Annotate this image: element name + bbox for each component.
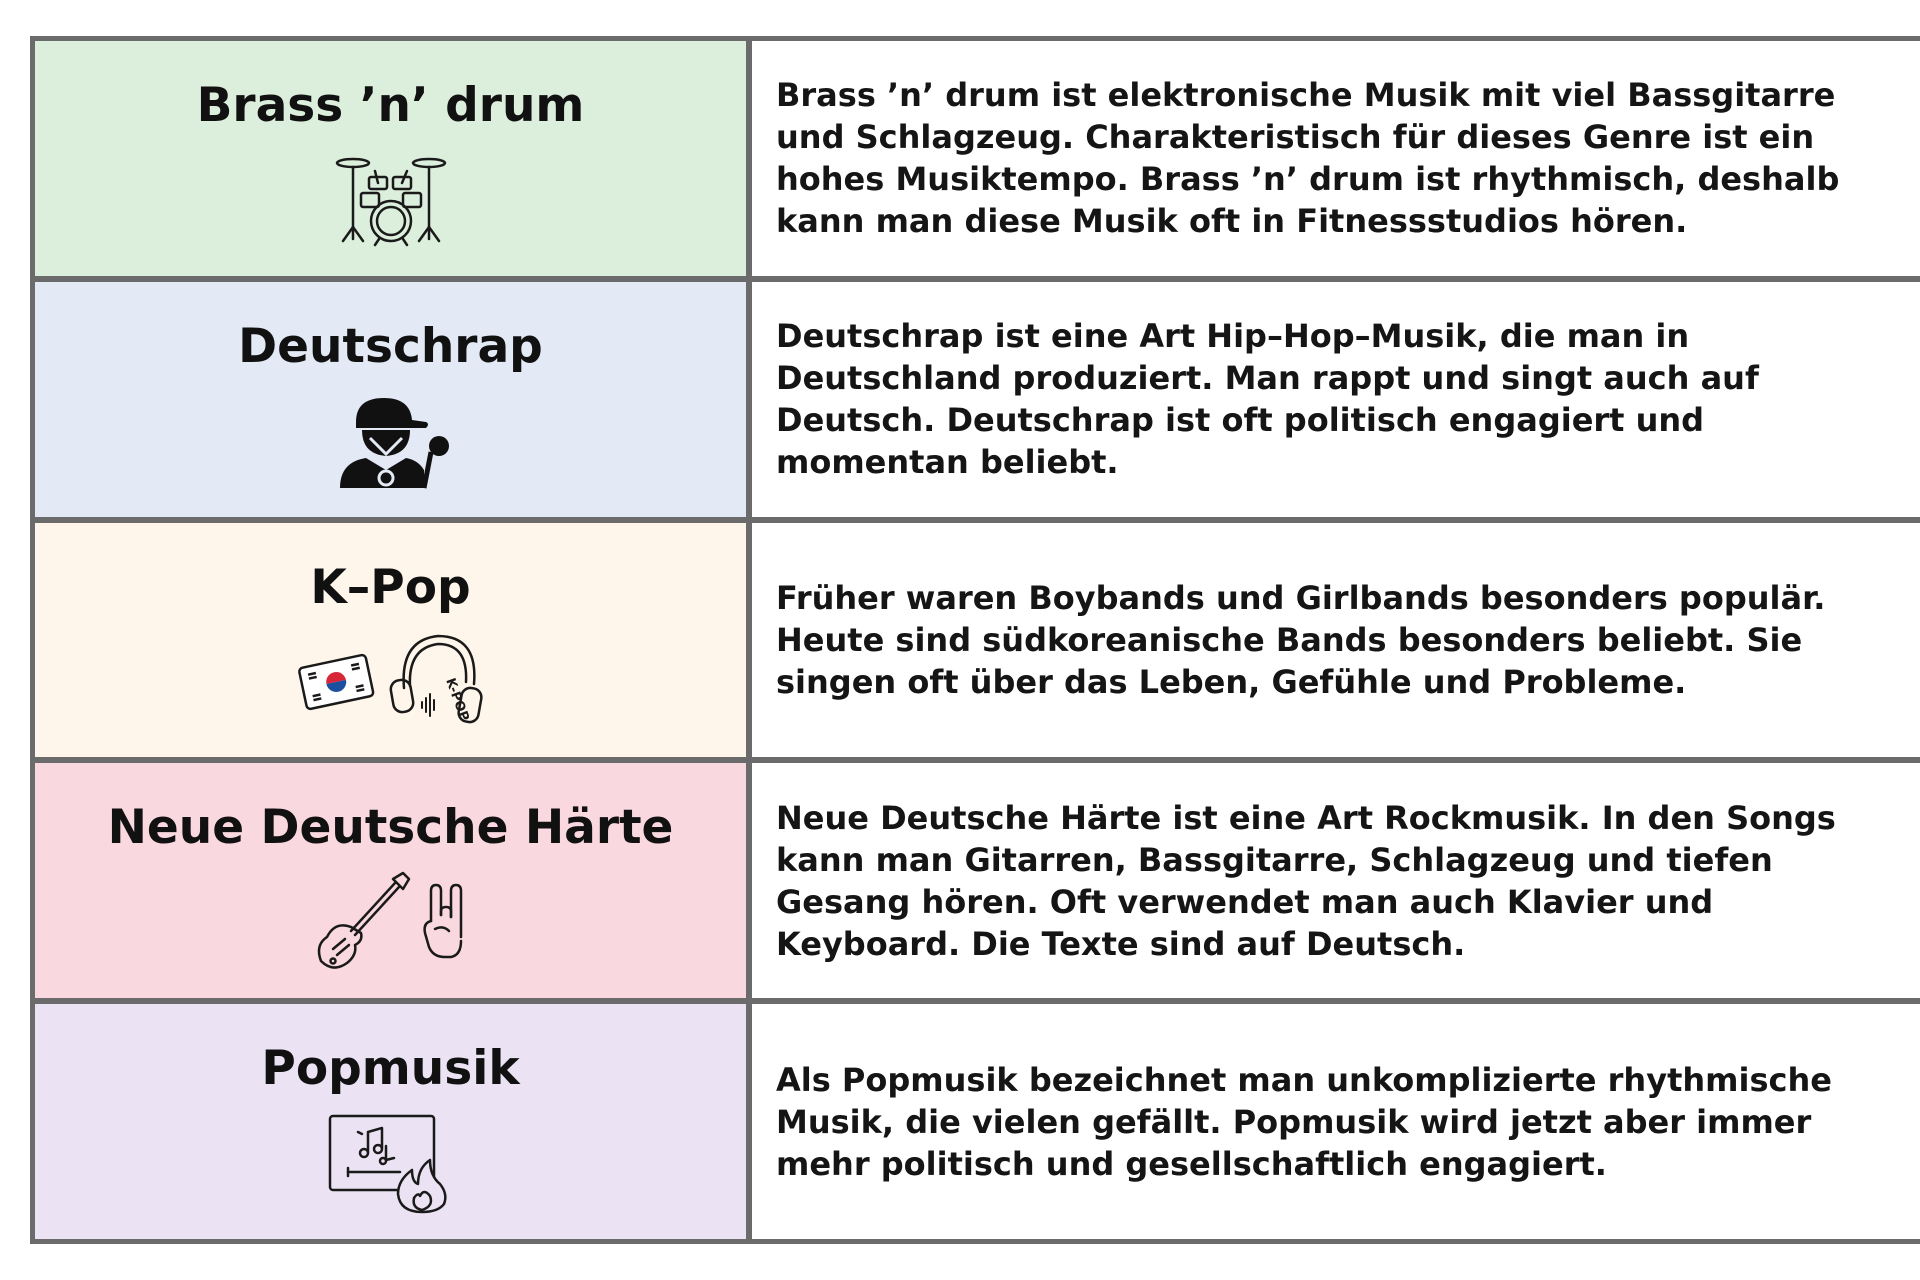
genre-description: Brass ’n’ drum ist elektronische Musik mit viel Bassgitarre und Schlagzeug. Charakteristisch für dieses Genre ist ein hohes Musiktempo. Brass ’n’ drum ist rhythmisch, deshalb kann man diese Musik oft in Fitnessstudios hören. xyxy=(776,76,1840,241)
genre-table xyxy=(30,36,1920,1244)
genre-title: K–Pop xyxy=(310,559,471,615)
genre-cell-popmusik xyxy=(35,1004,746,1239)
genre-description: Als Popmusik bezeichnet man unkomplizierte rhythmische Musik, die vielen gefällt. Popmusik wird jetzt aber immer mehr politisch und gesellschaftlich engagiert. xyxy=(776,1060,1832,1183)
electric-guitar-icon xyxy=(311,869,411,974)
genre-cell-deutschrap xyxy=(35,282,746,517)
description-cell-k-pop xyxy=(752,523,1920,758)
genre-cell-neue-deutsche-haerte xyxy=(35,763,746,998)
description-cell-popmusik xyxy=(752,1004,1920,1239)
headphones-label: K-POP xyxy=(441,676,472,724)
korea-flag-icon xyxy=(296,651,376,711)
genre-cell-brass-n-drum xyxy=(35,41,746,276)
description-cell-brass-n-drum xyxy=(752,41,1920,276)
rapper-microphone-icon xyxy=(326,390,456,490)
music-screen-icon xyxy=(326,1110,456,1215)
description-cell-neue-deutsche-haerte xyxy=(752,763,1920,998)
description-cell-deutschrap xyxy=(752,282,1920,517)
genre-description: Neue Deutsche Härte ist eine Art Rockmusik. In den Songs kann man Gitarren, Bassgitarre, Schlagzeug und tiefen Gesang hören. Oft verwendet man auch Klavier und Keyboard. Die Texte sind auf Deutsch. xyxy=(776,798,1836,963)
rock-hand-icon xyxy=(421,881,471,961)
kpop-headphones-icon xyxy=(386,628,486,733)
genre-title: Deutschrap xyxy=(238,318,543,374)
genre-title: Popmusik xyxy=(261,1041,520,1097)
genre-cell-k-pop xyxy=(35,523,746,758)
genre-description: Deutschrap ist eine Art Hip–Hop–Musik, die man in Deutschland produziert. Man rappt und singt auch auf Deutsch. Deutschrap ist oft politisch engagiert und momentan beliebt. xyxy=(776,317,1759,482)
genre-title: Neue Deutsche Härte xyxy=(107,800,674,856)
genre-title: Brass ’n’ drum xyxy=(196,78,585,133)
drum-kit-icon xyxy=(331,149,451,249)
genre-description: Früher waren Boybands und Girlbands besonders populär. Heute sind südkoreanische Bands besonders beliebt. Sie singen oft über das Leben, Gefühle und Probleme. xyxy=(776,578,1826,701)
